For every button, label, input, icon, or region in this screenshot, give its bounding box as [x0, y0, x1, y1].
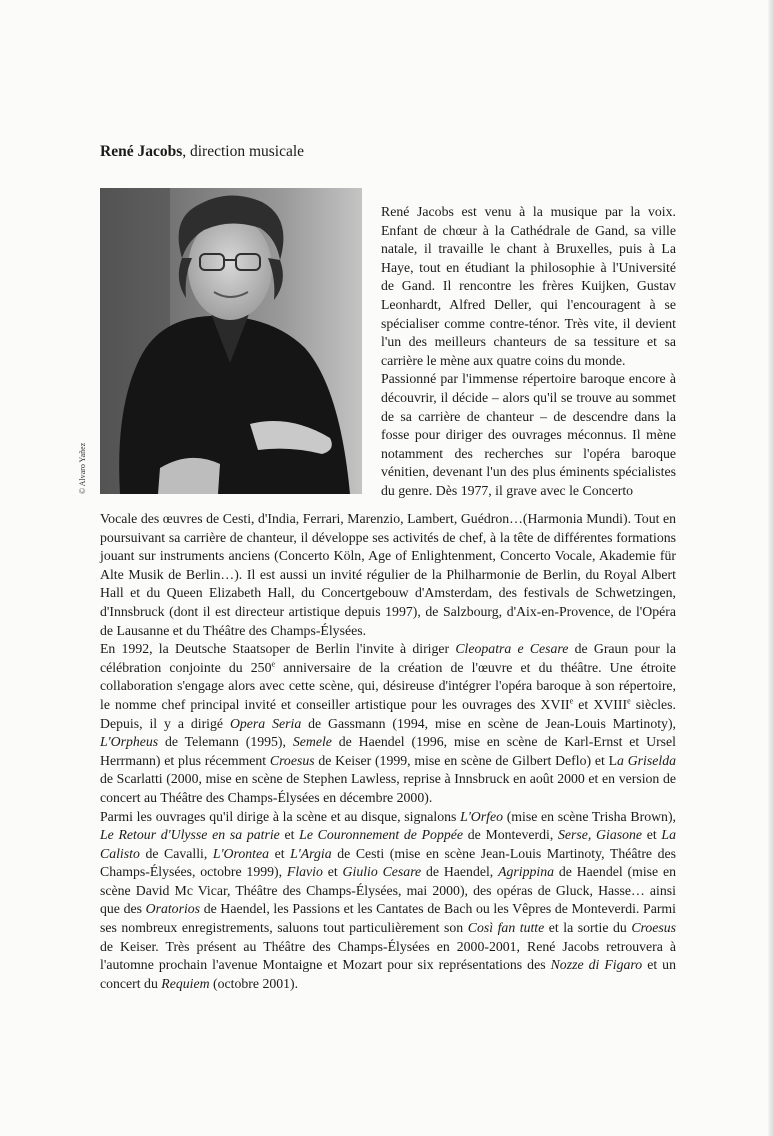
page-edge [768, 0, 774, 1136]
bio-paragraph-2: Passionné par l'immense répertoire baroque encore à découvrir, il décide – alors qu'il se trouve au sommet de sa carrière de chanteur – de descendre dans la fosse pour diriger des ouvrages méconnus. Il mène notamment des recherches sur l'opéra baroque vénitien, devenant l'un des plus éminents spécialistes du genre. Dès 1977, il grave avec le Concerto [381, 371, 676, 498]
bio-paragraph-2-continued: Vocale des œuvres de Cesti, d'India, Ferrari, Marenzio, Lambert, Guédron…(Harmonia Mundi). Tout en poursuivant sa carrière de chanteur, il développe ses activités de chef, à la tête de différentes formations jouant sur instruments anciens (Concerto Köln, Age of Enlightenment, Concerto Vocale, Akademie für Alte Musik de Berlin…). Il est aussi un invité régulier de la Philharmonie de Berlin, du Royal Albert Hall et du Queen Elizabeth Hall, du Concertgebouw d'Amsterdam, des festivals de Schwetzingen, d'Innsbruck (dont il est directeur artistique depuis 1997), de Salzbourg, d'Aix-en-Provence, de l'Opéra de Lausanne et du Théâtre des Champs-Élysées. [100, 511, 676, 638]
photo-credit: © Alvaro Yañez [78, 442, 87, 494]
portrait-photo [100, 188, 362, 494]
bio-paragraph-4: Parmi les ouvrages qu'il dirige à la scène et au disque, signalons L'Orfeo (mise en scène Trisha Brown), Le Retour d'Ulysse en sa patrie et Le Couronnement de Poppée de Monteverdi, Serse, Giasone et La Calisto de Cavalli, L'Orontea et L'Argia de Cesti (mise en scène Jean-Louis Martinoty, Théâtre des Champs-Élysées, octobre 1999), Flavio et Giulio Cesare de Haendel, Agrippina de Haendel (mise en scène David Mc Vicar, Théâtre des Champs-Élysées, mai 2000), des opéras de Gluck, Hasse… ainsi que des Oratorios de Haendel, les Passions et les Cantates de Bach ou les Vêpres de Monteverdi. Parmi ses nombreux enregistrements, saluons tout particulièrement son Così fan tutte et la sortie du Croesus de Keiser. Très présent au Théâtre des Champs-Élysées en 2000-2001, René Jacobs retrouvera à l'automne prochain l'avenue Montaigne et Mozart pour six représentations des Nozze di Figaro et un concert du Requiem (octobre 2001). [100, 808, 677, 991]
bio-paragraph-3: En 1992, la Deutsche Staatsoper de Berlin l'invite à diriger Cleopatra e Cesare de Graun pour la célébration conjointe du 250e anniversaire de la création de l'œuvre et du théâtre. Une étroite collaboration s'engage alors avec cette scène, qui, désireuse d'intégrer l'opéra baroque à son répertoire, le nomme chef principal invité et conseiller artistique pour les ouvrages des XVIIe et XVIIIe siècles. Depuis, il y a dirigé Opera Seria de Gassmann (1994, mise en scène de Jean-Louis Martinoty), L'Orpheus de Telemann (1995), Semele de Haendel (1996, mise en scène de Karl-Ernst et Ursel Herrmann) et plus récemment Croesus de Keiser (1999, mise en scène de Gilbert Deflo) et La Griselda de Scarlatti (2000, mise en scène de Stephen Lawless, reprise à Innsbruck en août 2000 et en version de concert au Théâtre des Champs-Élysées en décembre 2000). [100, 641, 677, 805]
bio-paragraph-1: René Jacobs est venu à la musique par la voix. Enfant de chœur à la Cathédrale de Gand, sa ville natale, il travaille le chant à Bruxelles, puis à La Haye, tout en étudiant la philosophie à l'Université de Gand. Il rencontre les frères Kuijken, Gustav Leonhardt, Alfred Deller, qui l'encouragent à se spécialiser comme contre-ténor. Très vite, il devient l'un des meilleurs chanteurs de sa tessiture et sa carrière le mène aux quatre coins du monde. [381, 204, 676, 368]
artist-role: , direction musicale [182, 143, 305, 160]
artist-name: René Jacobs [100, 143, 183, 160]
page-title [100, 142, 304, 162]
bio-full-width [100, 510, 676, 993]
portrait-illustration [100, 188, 362, 494]
bio-right-column [381, 203, 676, 501]
